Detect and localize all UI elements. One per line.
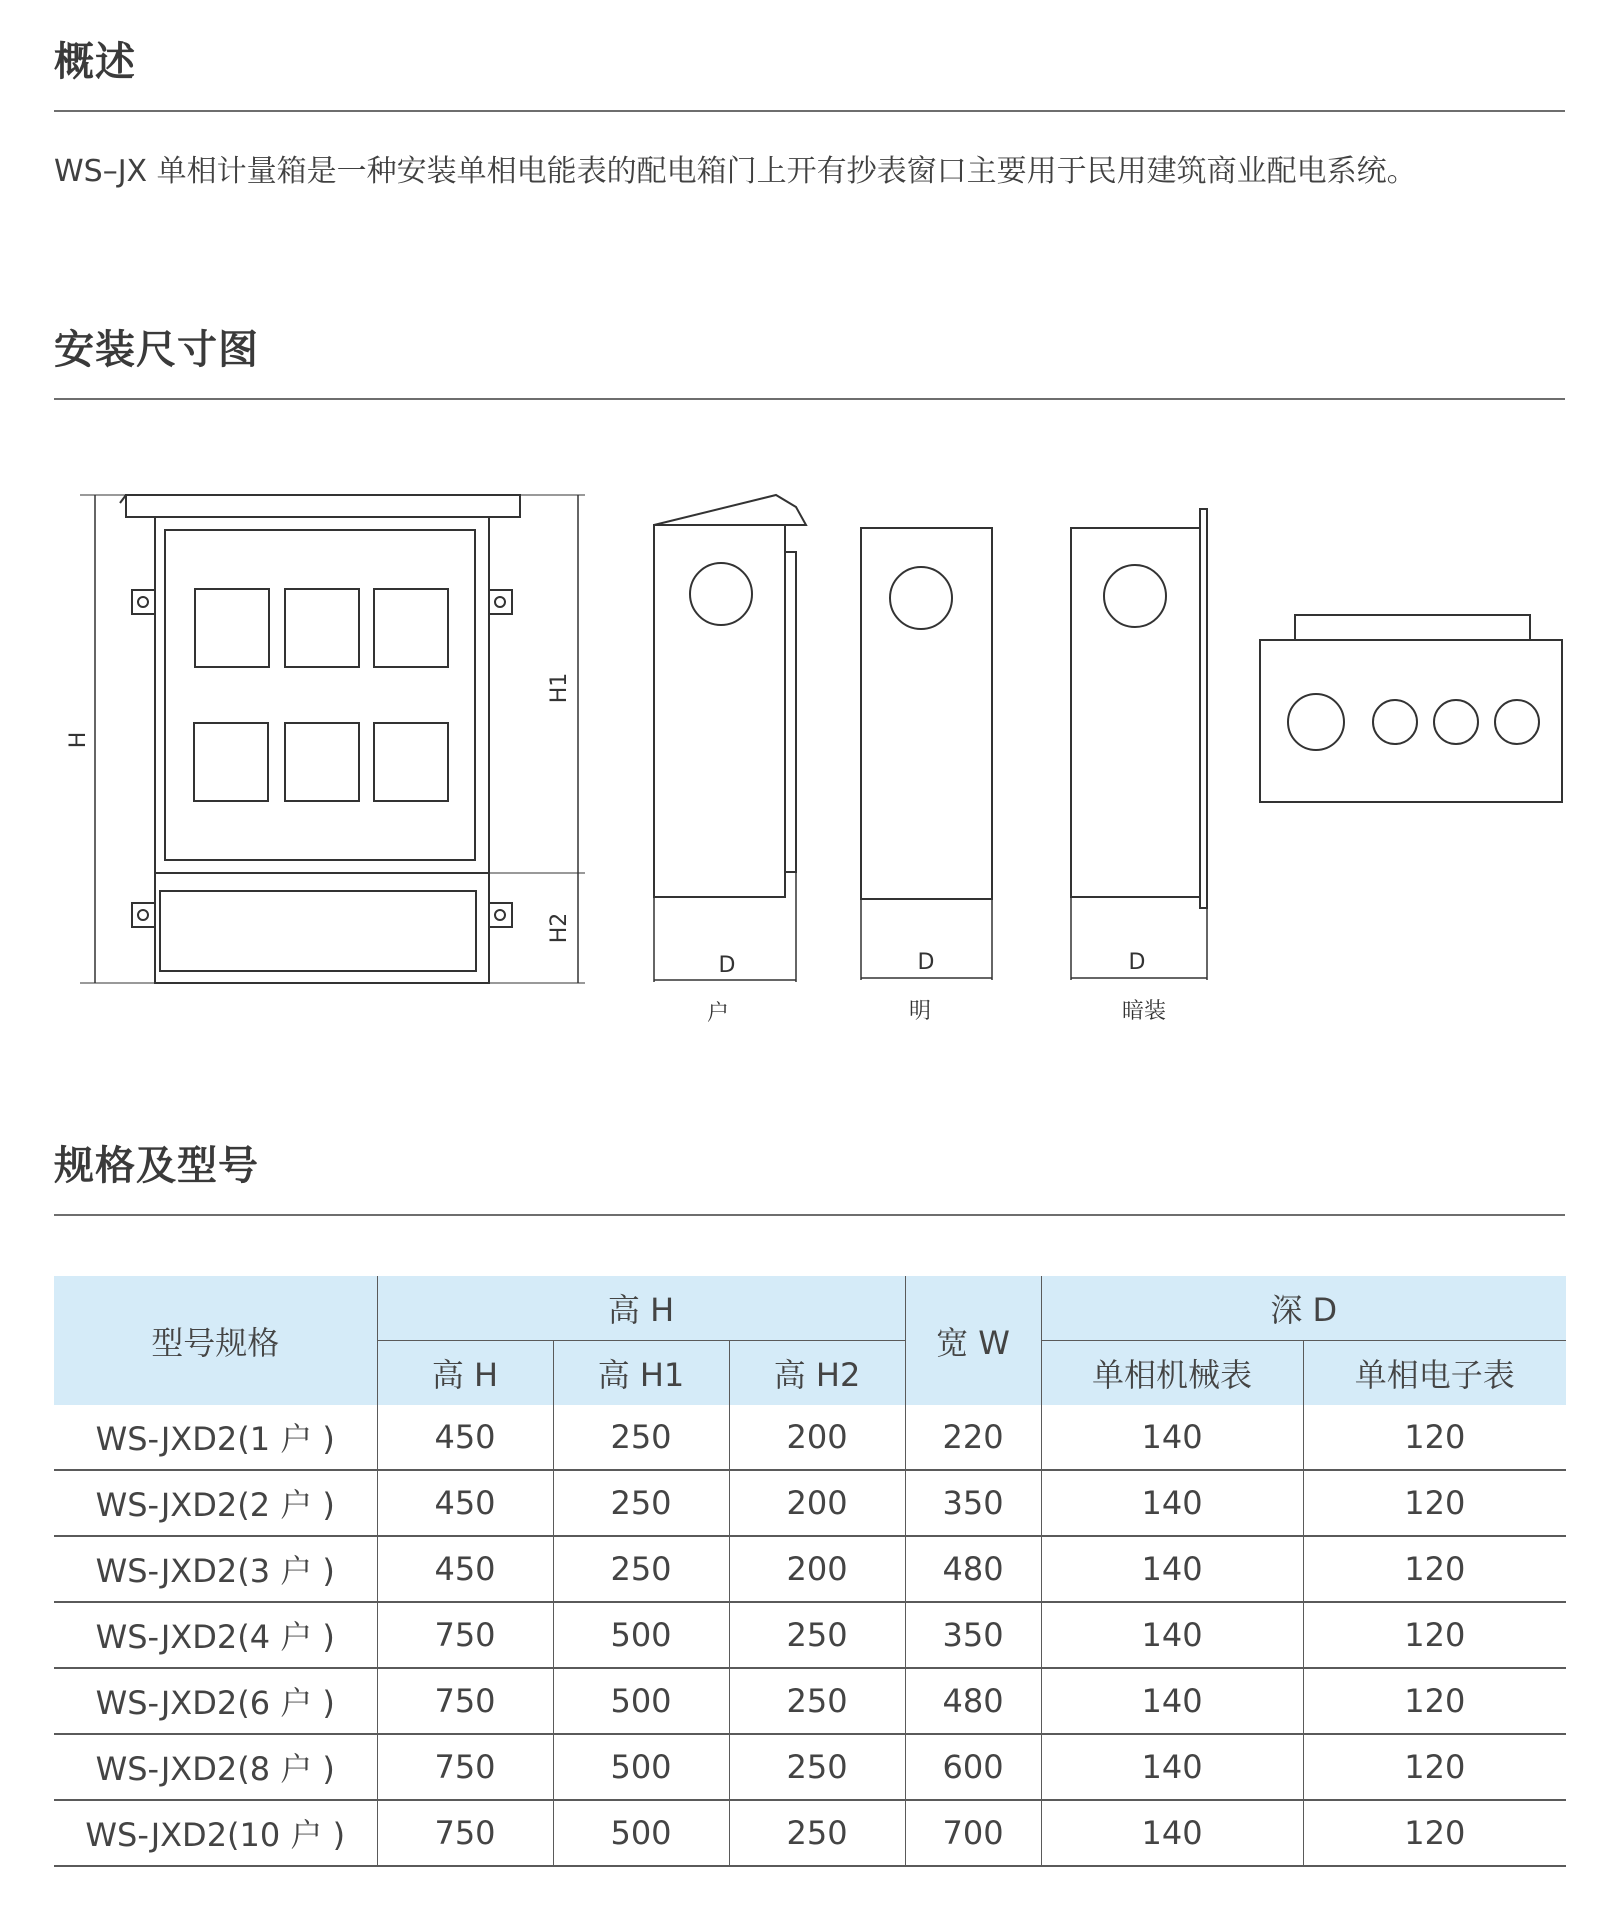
cell-mech-depth: 140 bbox=[1041, 1800, 1303, 1866]
header-model: 型号规格 bbox=[54, 1276, 377, 1405]
cell-elec-depth: 120 bbox=[1303, 1405, 1566, 1470]
cell-h: 450 bbox=[377, 1405, 553, 1470]
overview-text: WS–JX 单相计量箱是一种安装单相电能表的配电箱门上开有抄表窗口主要用于民用建筑商业配电系统。 bbox=[54, 154, 1417, 189]
table-row bbox=[54, 1405, 1566, 1470]
cell-h1: 250 bbox=[553, 1405, 729, 1470]
spec-title: 规格及型号 bbox=[54, 1143, 259, 1189]
cell-model: WS-JXD2(4 户 ) bbox=[54, 1602, 377, 1668]
cell-h: 450 bbox=[377, 1470, 553, 1536]
cell-model: WS-JXD2(1 户 ) bbox=[54, 1405, 377, 1470]
cell-mech-depth: 140 bbox=[1041, 1668, 1303, 1734]
header-h: 高 H bbox=[377, 1341, 553, 1406]
cell-h: 750 bbox=[377, 1800, 553, 1866]
table-row bbox=[54, 1668, 1566, 1734]
cell-h: 750 bbox=[377, 1734, 553, 1800]
side-view-household bbox=[654, 495, 806, 982]
cell-elec-depth: 120 bbox=[1303, 1602, 1566, 1668]
cell-h2: 250 bbox=[729, 1668, 905, 1734]
cell-h2: 250 bbox=[729, 1734, 905, 1800]
table-row bbox=[54, 1602, 1566, 1668]
cell-elec-depth: 120 bbox=[1303, 1800, 1566, 1866]
cell-h: 750 bbox=[377, 1602, 553, 1668]
caption-flush: 暗装 bbox=[1121, 999, 1167, 1024]
header-elec-meter: 单相电子表 bbox=[1303, 1341, 1566, 1406]
table-row bbox=[54, 1800, 1566, 1866]
cell-elec-depth: 120 bbox=[1303, 1668, 1566, 1734]
install-title: 安装尺寸图 bbox=[54, 327, 259, 373]
meter-window bbox=[374, 589, 448, 667]
header-height-group: 高 H bbox=[377, 1276, 905, 1341]
cell-width: 350 bbox=[905, 1470, 1041, 1536]
cell-h1: 500 bbox=[553, 1602, 729, 1668]
meter-window bbox=[285, 589, 359, 667]
cell-width: 480 bbox=[905, 1668, 1041, 1734]
cell-h2: 250 bbox=[729, 1602, 905, 1668]
cell-h: 450 bbox=[377, 1536, 553, 1602]
cell-elec-depth: 120 bbox=[1303, 1734, 1566, 1800]
cell-h2: 200 bbox=[729, 1470, 905, 1536]
caption-surface: 明 bbox=[908, 999, 932, 1024]
cell-elec-depth: 120 bbox=[1303, 1536, 1566, 1602]
cell-h2: 200 bbox=[729, 1405, 905, 1470]
top-view bbox=[1260, 615, 1562, 802]
spec-divider bbox=[54, 1214, 1565, 1216]
cell-h: 750 bbox=[377, 1668, 553, 1734]
cell-width: 350 bbox=[905, 1602, 1041, 1668]
cell-mech-depth: 140 bbox=[1041, 1602, 1303, 1668]
front-view bbox=[80, 495, 585, 983]
dim-label-d: D bbox=[1128, 950, 1146, 975]
cell-mech-depth: 140 bbox=[1041, 1405, 1303, 1470]
overview-title: 概述 bbox=[54, 39, 136, 85]
dim-label-d: D bbox=[718, 953, 736, 978]
cell-elec-depth: 120 bbox=[1303, 1470, 1566, 1536]
meter-window bbox=[285, 723, 359, 801]
cell-h1: 250 bbox=[553, 1470, 729, 1536]
side-view-surface bbox=[861, 528, 992, 980]
cell-width: 220 bbox=[905, 1405, 1041, 1470]
cell-mech-depth: 140 bbox=[1041, 1470, 1303, 1536]
meter-window bbox=[195, 589, 269, 667]
cell-width: 480 bbox=[905, 1536, 1041, 1602]
header-h1: 高 H1 bbox=[553, 1341, 729, 1406]
meter-window bbox=[194, 723, 268, 801]
header-depth-group: 深 D bbox=[1041, 1276, 1566, 1341]
cell-model: WS-JXD2(6 户 ) bbox=[54, 1668, 377, 1734]
dim-label-h: H bbox=[66, 731, 91, 749]
dim-label-d: D bbox=[917, 950, 935, 975]
dim-label-h1: H1 bbox=[547, 672, 572, 704]
side-view-flush bbox=[1071, 509, 1207, 980]
cell-h2: 250 bbox=[729, 1800, 905, 1866]
cell-h2: 200 bbox=[729, 1536, 905, 1602]
cell-model: WS-JXD2(2 户 ) bbox=[54, 1470, 377, 1536]
cell-h1: 250 bbox=[553, 1536, 729, 1602]
header-width: 宽 W bbox=[905, 1276, 1041, 1405]
table-row bbox=[54, 1470, 1566, 1536]
dim-label-h2: H2 bbox=[547, 912, 572, 944]
cell-h1: 500 bbox=[553, 1668, 729, 1734]
table-row bbox=[54, 1734, 1566, 1800]
cell-h1: 500 bbox=[553, 1734, 729, 1800]
cell-mech-depth: 140 bbox=[1041, 1536, 1303, 1602]
header-h2: 高 H2 bbox=[729, 1341, 905, 1406]
overview-divider bbox=[54, 110, 1565, 112]
meter-window bbox=[374, 723, 448, 801]
cell-model: WS-JXD2(3 户 ) bbox=[54, 1536, 377, 1602]
cell-h1: 500 bbox=[553, 1800, 729, 1866]
spec-table bbox=[54, 1276, 1566, 1867]
cell-width: 600 bbox=[905, 1734, 1041, 1800]
caption-household: 户 bbox=[706, 1001, 730, 1026]
header-mech-meter: 单相机械表 bbox=[1041, 1341, 1303, 1406]
install-divider bbox=[54, 398, 1565, 400]
cell-mech-depth: 140 bbox=[1041, 1734, 1303, 1800]
cell-width: 700 bbox=[905, 1800, 1041, 1866]
cell-model: WS-JXD2(8 户 ) bbox=[54, 1734, 377, 1800]
installation-diagram bbox=[0, 470, 1623, 1050]
cell-model: WS-JXD2(10 户 ) bbox=[54, 1800, 377, 1866]
table-row bbox=[54, 1536, 1566, 1602]
